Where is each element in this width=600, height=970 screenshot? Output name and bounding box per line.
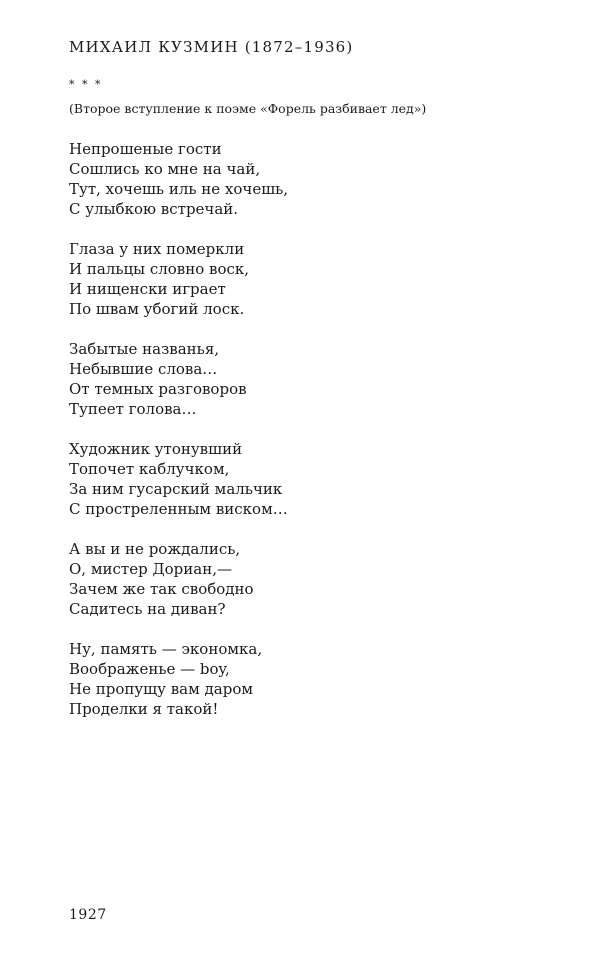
poem-line: Художник утонувший [69,440,243,458]
poem-line: За ним гусарский мальчик [69,480,283,498]
poem-line: Тупеет голова… [69,400,197,418]
poem-line: По швам убогий лоск. [69,300,245,318]
poem-line: И пальцы словно воск, [69,260,250,278]
poem-line: Сошлись ко мне на чай, [69,160,261,178]
stanza [69,339,288,419]
poem-line: Проделки я такой! [69,700,219,718]
poem-line: Непрошеные гости [69,140,222,158]
stanza [69,539,288,619]
stanza [69,639,288,719]
poem-line: Тут, хочешь иль не хочешь, [69,180,289,198]
poem-line: Зачем же так свободно [69,580,254,598]
poem-line: Глаза у них померкли [69,240,245,258]
poem-line: От темных разговоров [69,380,247,398]
poem-line: Воображенье — boy, [69,660,230,678]
section-separator: * * * [69,78,103,91]
poem-body [69,139,288,739]
stanza [69,239,288,319]
stanza [69,439,288,519]
poem-line: Забытые названья, [69,340,220,358]
poem-line: О, мистер Дориан,— [69,560,232,578]
poem-line: Топочет каблучком, [69,460,230,478]
poem-line: Садитесь на диван? [69,600,226,618]
poem-line: С улыбкою встречай. [69,200,239,218]
poem-line: Ну, память — экономка, [69,640,263,658]
poem-subtitle: (Второе вступление к поэме «Форель разбивает лед») [69,101,427,116]
poem-line: Не пропущу вам даром [69,680,254,698]
poem-line: И нищенски играет [69,280,226,298]
poem-line: А вы и не рождались, [69,540,241,558]
poem-line: Небывшие слова… [69,360,218,378]
poem-date: 1927 [69,907,107,923]
poem-line: С простреленным виском… [69,500,288,518]
author-heading: МИХАИЛ КУЗМИН (1872–1936) [69,38,354,56]
stanza [69,139,288,219]
